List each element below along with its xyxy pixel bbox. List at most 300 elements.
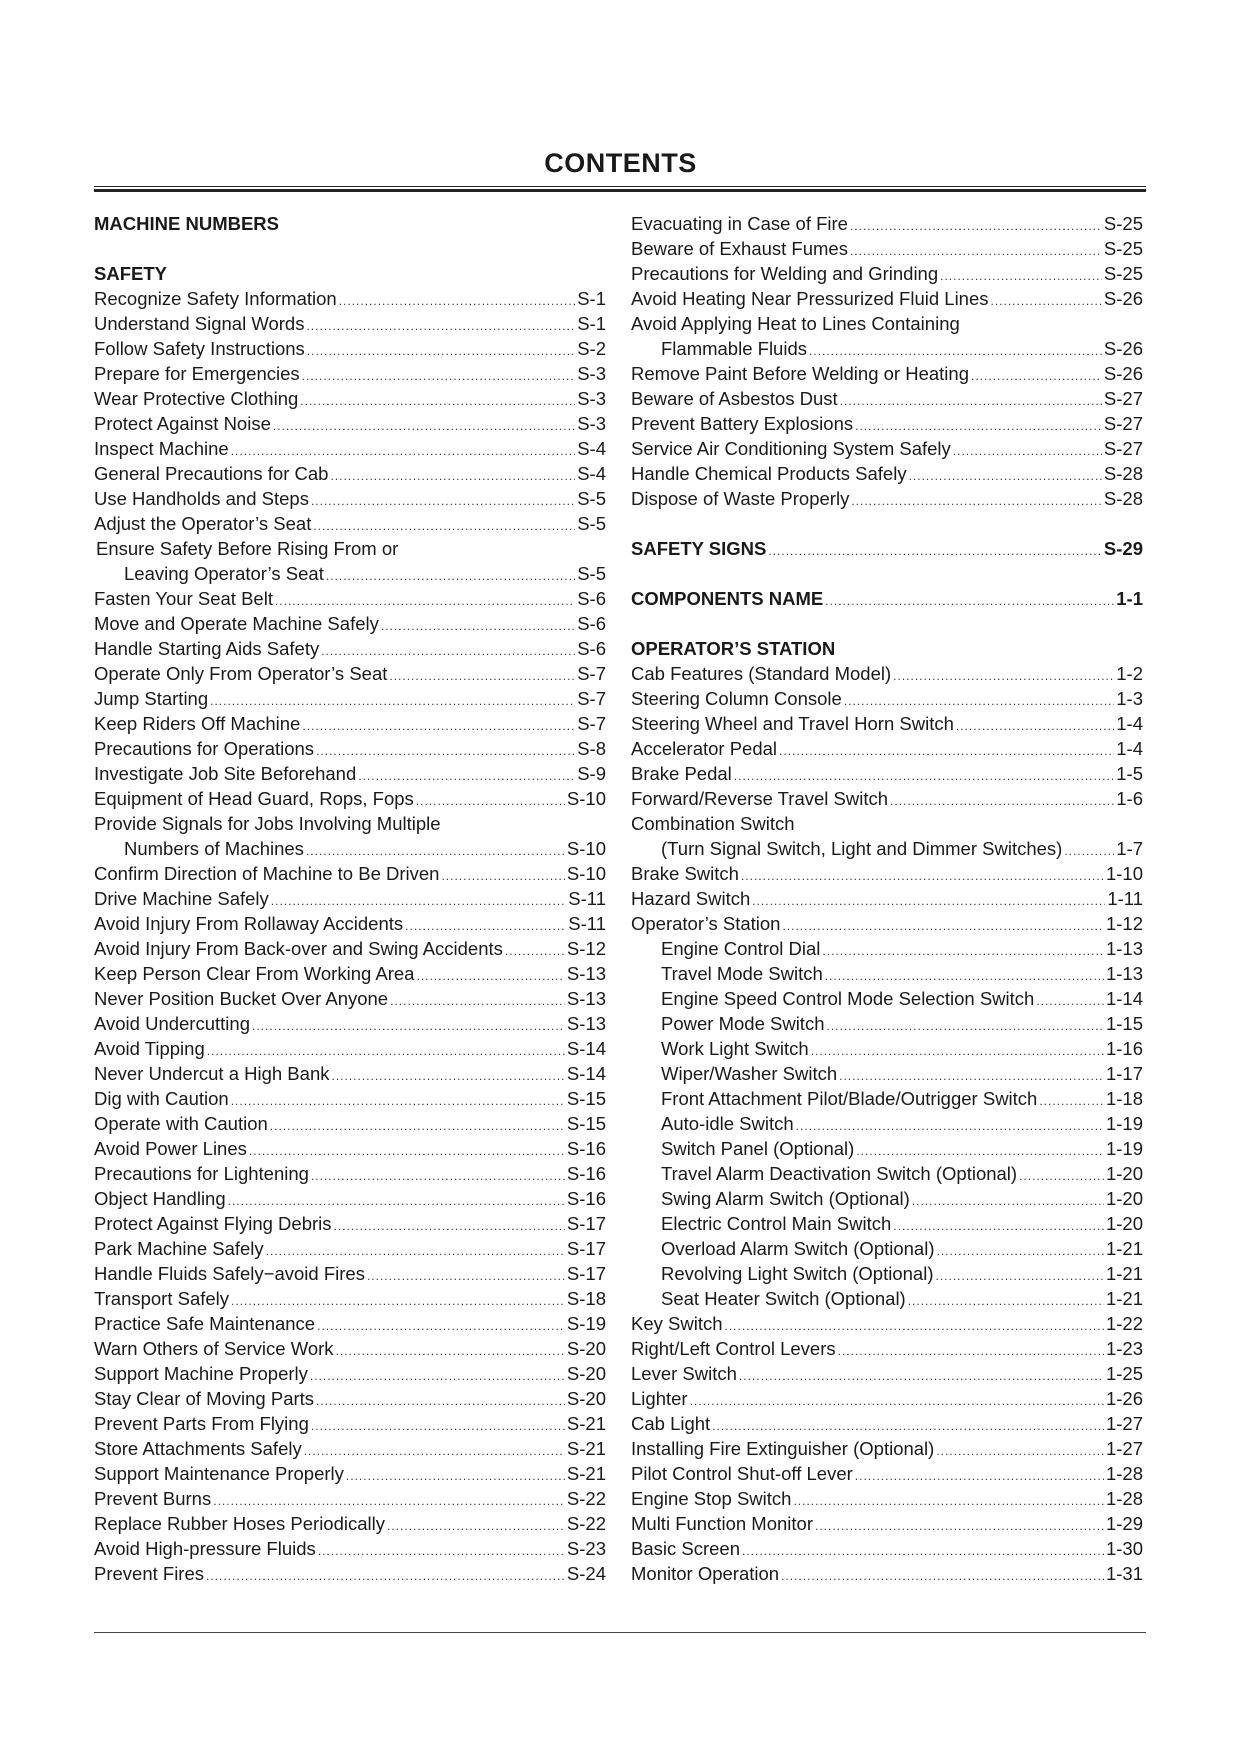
toc-page-number: 1-2 [1116, 663, 1143, 684]
toc-page-number: 1-6 [1116, 788, 1143, 809]
toc-entry-label: Installing Fire Extinguisher (Optional) [631, 1438, 935, 1459]
toc-page-number: S-7 [577, 688, 606, 709]
toc-page-number: S-18 [566, 1288, 606, 1309]
toc-entry[interactable] [631, 336, 1143, 361]
toc-page-number: S-22 [566, 1488, 606, 1509]
toc-entry[interactable] [94, 411, 606, 436]
toc-entry-label: Support Machine Properly [94, 1363, 308, 1384]
toc-entry[interactable] [94, 761, 606, 786]
toc-entry-label: SAFETY [94, 263, 167, 284]
toc-page-number: 1-15 [1105, 1013, 1143, 1034]
toc-entry[interactable] [631, 1086, 1143, 1111]
toc-entry[interactable] [631, 1361, 1143, 1386]
toc-entry-label: Avoid Power Lines [94, 1138, 247, 1159]
toc-page-number: S-24 [566, 1563, 606, 1584]
toc-entry[interactable] [94, 1361, 606, 1386]
toc-entry-label: Travel Mode Switch [661, 963, 823, 984]
toc-entry-label: Wiper/Washer Switch [661, 1063, 838, 1084]
section-heading [631, 636, 1143, 661]
toc-entry-label: Recognize Safety Information [94, 288, 337, 309]
toc-entry[interactable] [94, 1386, 606, 1411]
toc-page-number: S-3 [577, 363, 606, 384]
toc-entry-label: Combination Switch [631, 813, 795, 834]
toc-entry-label: Work Light Switch [661, 1038, 809, 1059]
toc-page-number: 1-13 [1105, 938, 1143, 959]
toc-entry[interactable] [94, 486, 606, 511]
toc-entry-label: Operate Only From Operator’s Seat [94, 663, 388, 684]
dot-leader [781, 1564, 1104, 1589]
toc-entry[interactable] [631, 1186, 1143, 1211]
toc-entry[interactable] [631, 786, 1143, 811]
toc-entry[interactable] [94, 1261, 606, 1286]
toc-entry-label: Provide Signals for Jobs Involving Multiple [94, 813, 441, 834]
toc-entry[interactable] [631, 1261, 1143, 1286]
toc-entry[interactable] [631, 1211, 1143, 1236]
toc-page-number: S-13 [566, 963, 606, 984]
toc-entry[interactable] [94, 1461, 606, 1486]
toc-entry-label: COMPONENTS NAME [631, 588, 824, 609]
toc-page-number: S-23 [566, 1538, 606, 1559]
toc-entry[interactable] [631, 961, 1143, 986]
toc-entry-label: Remove Paint Before Welding or Heating [631, 363, 969, 384]
toc-entry[interactable] [94, 1061, 606, 1086]
toc-entry-label: Lighter [631, 1388, 688, 1409]
toc-page-number: 1-18 [1105, 1088, 1143, 1109]
toc-entry[interactable] [631, 461, 1143, 486]
toc-entry[interactable] [94, 386, 606, 411]
toc-entry-label: Steering Wheel and Travel Horn Switch [631, 713, 954, 734]
toc-page-number: 1-27 [1105, 1438, 1143, 1459]
toc-page-number: S-14 [566, 1038, 606, 1059]
toc-page-number: S-4 [577, 463, 606, 484]
toc-entry-label: SAFETY SIGNS [631, 538, 767, 559]
toc-entry-label: MACHINE NUMBERS [94, 213, 279, 234]
toc-page-number: 1-28 [1105, 1463, 1143, 1484]
section-heading[interactable] [631, 536, 1143, 561]
toc-right-column [631, 211, 1143, 1586]
toc-page-number: S-27 [1103, 438, 1143, 459]
dot-leader [851, 489, 1102, 514]
toc-entry[interactable] [631, 836, 1143, 861]
toc-entry[interactable] [631, 1411, 1143, 1436]
toc-entry-label: Forward/Reverse Travel Switch [631, 788, 889, 809]
dot-leader [825, 589, 1114, 614]
toc-page-number: 1-11 [1107, 888, 1143, 909]
toc-entry[interactable] [94, 436, 606, 461]
toc-entry[interactable] [94, 1211, 606, 1236]
toc-entry-label: Beware of Asbestos Dust [631, 388, 838, 409]
toc-page-number: S-21 [566, 1463, 606, 1484]
toc-entry [94, 536, 606, 561]
toc-page-number: 1-29 [1105, 1513, 1143, 1534]
toc-entry[interactable] [631, 1336, 1143, 1361]
toc-entry-label: Steering Column Console [631, 688, 842, 709]
toc-page-number: S-17 [566, 1213, 606, 1234]
toc-entry[interactable] [94, 786, 606, 811]
toc-entry[interactable] [631, 986, 1143, 1011]
toc-page-number: 1-20 [1105, 1188, 1143, 1209]
toc-page-number: S-8 [577, 738, 606, 759]
toc-entry[interactable] [94, 336, 606, 361]
toc-entry[interactable] [631, 1061, 1143, 1086]
toc-entry[interactable] [94, 611, 606, 636]
toc-entry[interactable] [631, 1011, 1143, 1036]
toc-entry[interactable] [94, 636, 606, 661]
toc-entry[interactable] [94, 361, 606, 386]
toc-page-number: S-26 [1103, 338, 1143, 359]
toc-entry-label: Lever Switch [631, 1363, 737, 1384]
toc-entry [94, 811, 606, 836]
toc-page-number: S-7 [577, 663, 606, 684]
toc-entry-label: Numbers of Machines [124, 838, 304, 859]
toc-entry-label: Precautions for Lightening [94, 1163, 309, 1184]
toc-page-number: 1-25 [1105, 1363, 1143, 1384]
toc-page-number: 1-27 [1105, 1413, 1143, 1434]
toc-entry-label: Overload Alarm Switch (Optional) [661, 1238, 935, 1259]
toc-entry[interactable] [94, 561, 606, 586]
toc-page-number: 1-7 [1116, 838, 1143, 859]
toc-entry-label: Dig with Caution [94, 1088, 229, 1109]
toc-page-number: S-21 [566, 1413, 606, 1434]
toc-entry-label: Fasten Your Seat Belt [94, 588, 273, 609]
toc-entry[interactable] [631, 236, 1143, 261]
toc-entry[interactable] [631, 861, 1143, 886]
toc-entry-label: Avoid Injury From Rollaway Accidents [94, 913, 404, 934]
toc-entry[interactable] [631, 1536, 1143, 1561]
toc-entry-label: Confirm Direction of Machine to Be Driven [94, 863, 440, 884]
toc-page-number: S-13 [566, 988, 606, 1009]
toc-page-number: S-3 [577, 413, 606, 434]
toc-entry-label: Operator’s Station [631, 913, 781, 934]
toc-entry-label: Service Air Conditioning System Safely [631, 438, 951, 459]
toc-entry-label: Prevent Fires [94, 1563, 205, 1584]
toc-entry-label: Basic Screen [631, 1538, 740, 1559]
toc-entry-label: Move and Operate Machine Safely [94, 613, 379, 634]
toc-entry-label: Avoid Heating Near Pressurized Fluid Lines [631, 288, 989, 309]
toc-entry-label: Practice Safe Maintenance [94, 1313, 316, 1334]
toc-entry-label: Equipment of Head Guard, Rops, Fops [94, 788, 414, 809]
toc-page-number: 1-5 [1116, 763, 1143, 784]
toc-entry-label: Object Handling [94, 1188, 226, 1209]
toc-entry-label: Protect Against Flying Debris [94, 1213, 332, 1234]
toc-entry-label: Keep Person Clear From Working Area [94, 963, 415, 984]
toc-entry-label: Prevent Battery Explosions [631, 413, 854, 434]
toc-entry[interactable] [631, 661, 1143, 686]
toc-page-number: S-7 [577, 713, 606, 734]
toc-entry[interactable] [631, 936, 1143, 961]
toc-entry-label: Wear Protective Clothing [94, 388, 299, 409]
toc-entry[interactable] [631, 1386, 1143, 1411]
toc-entry-label: Ensure Safety Before Rising From or [96, 538, 399, 559]
toc-entry[interactable] [631, 1486, 1143, 1511]
toc-entry-label: Support Maintenance Properly [94, 1463, 344, 1484]
toc-page-number: 1-28 [1105, 1488, 1143, 1509]
toc-entry[interactable] [631, 486, 1143, 511]
toc-entry-label: Adjust the Operator’s Seat [94, 513, 312, 534]
toc-page-number: 1-26 [1105, 1388, 1143, 1409]
toc-entry-label: (Turn Signal Switch, Light and Dimmer Switches) [661, 838, 1063, 859]
toc-page-number: 1-23 [1105, 1338, 1143, 1359]
toc-entry[interactable] [631, 686, 1143, 711]
toc-entry-label: Pilot Control Shut-off Lever [631, 1463, 853, 1484]
toc-page-number: S-5 [577, 513, 606, 534]
toc-entry[interactable] [94, 1086, 606, 1111]
toc-page-number: 1-21 [1105, 1263, 1143, 1284]
toc-entry[interactable] [631, 761, 1143, 786]
toc-entry-label: Use Handholds and Steps [94, 488, 309, 509]
toc-entry-label: Seat Heater Switch (Optional) [661, 1288, 906, 1309]
toc-page-number: S-6 [577, 613, 606, 634]
toc-page-number: S-25 [1103, 238, 1143, 259]
toc-entry[interactable] [631, 1236, 1143, 1261]
toc-entry-label: Prepare for Emergencies [94, 363, 300, 384]
toc-entry[interactable] [94, 1411, 606, 1436]
toc-page-number: S-16 [566, 1188, 606, 1209]
toc-entry-label: Park Machine Safely [94, 1238, 264, 1259]
toc-entry[interactable] [94, 1161, 606, 1186]
toc-entry[interactable] [94, 461, 606, 486]
toc-entry-label: Prevent Burns [94, 1488, 212, 1509]
toc-entry-label: Flammable Fluids [661, 338, 807, 359]
toc-entry[interactable] [631, 1136, 1143, 1161]
toc-entry[interactable] [631, 286, 1143, 311]
toc-entry-label: Accelerator Pedal [631, 738, 778, 759]
toc-entry-label: Precautions for Operations [94, 738, 315, 759]
toc-page-number: S-17 [566, 1263, 606, 1284]
toc-entry[interactable] [94, 961, 606, 986]
toc-entry-label: Warn Others of Service Work [94, 1338, 334, 1359]
toc-entry-label: Travel Alarm Deactivation Switch (Optional) [661, 1163, 1018, 1184]
toc-entry[interactable] [94, 711, 606, 736]
toc-page-number: S-20 [566, 1388, 606, 1409]
toc-entry-label: Precautions for Welding and Grinding [631, 263, 939, 284]
toc-entry-label: Keep Riders Off Machine [94, 713, 301, 734]
toc-page-number: 1-13 [1105, 963, 1143, 984]
toc-page-number: S-6 [577, 638, 606, 659]
toc-page-number: 1-14 [1105, 988, 1143, 1009]
toc-page-number: S-9 [577, 763, 606, 784]
toc-page-number: S-28 [1103, 463, 1143, 484]
toc-entry[interactable] [631, 711, 1143, 736]
toc-entry[interactable] [94, 1136, 606, 1161]
toc-page-number: S-22 [566, 1513, 606, 1534]
toc-entry-label: Handle Chemical Products Safely [631, 463, 907, 484]
toc-entry-label: Avoid High-pressure Fluids [94, 1538, 316, 1559]
toc-page-number: 1-20 [1105, 1213, 1143, 1234]
toc-entry-label: Understand Signal Words [94, 313, 305, 334]
toc-entry[interactable] [631, 411, 1143, 436]
toc-entry[interactable] [94, 311, 606, 336]
toc-entry-label: Prevent Parts From Flying [94, 1413, 309, 1434]
toc-page-number: S-19 [566, 1313, 606, 1334]
toc-page-number: S-27 [1103, 388, 1143, 409]
toc-entry-label: Never Undercut a High Bank [94, 1063, 330, 1084]
toc-entry[interactable] [631, 436, 1143, 461]
toc-entry[interactable] [631, 886, 1143, 911]
toc-page-number: S-4 [577, 438, 606, 459]
toc-entry[interactable] [631, 1511, 1143, 1536]
toc-page-number: 1-10 [1105, 863, 1143, 884]
toc-page-number: 1-12 [1105, 913, 1143, 934]
toc-entry[interactable] [631, 261, 1143, 286]
toc-entry[interactable] [631, 1561, 1143, 1586]
spacer [94, 236, 606, 261]
toc-page-number: S-10 [566, 788, 606, 809]
toc-entry[interactable] [631, 1461, 1143, 1486]
toc-entry[interactable] [631, 386, 1143, 411]
toc-entry-label: Operate with Caution [94, 1113, 268, 1134]
toc-entry-label: Right/Left Control Levers [631, 1338, 836, 1359]
toc-entry[interactable] [94, 686, 606, 711]
toc-page-number: S-3 [577, 388, 606, 409]
toc-entry[interactable] [94, 986, 606, 1011]
toc-entry[interactable] [94, 936, 606, 961]
toc-entry-label: Engine Control Dial [661, 938, 821, 959]
toc-entry-label: Evacuating in Case of Fire [631, 213, 848, 234]
toc-entry[interactable] [94, 1336, 606, 1361]
toc-entry[interactable] [631, 1161, 1143, 1186]
toc-entry-label: General Precautions for Cab [94, 463, 329, 484]
toc-entry[interactable] [94, 836, 606, 861]
toc-entry-label: Brake Pedal [631, 763, 732, 784]
toc-entry-label: Beware of Exhaust Fumes [631, 238, 848, 259]
toc-entry-label: Store Attachments Safely [94, 1438, 302, 1459]
toc-entry[interactable] [94, 1561, 606, 1586]
toc-entry[interactable] [631, 1436, 1143, 1461]
toc-page-number: 1-30 [1105, 1538, 1143, 1559]
spacer [631, 511, 1143, 536]
toc-entry [631, 811, 1143, 836]
toc-entry[interactable] [94, 1436, 606, 1461]
toc-entry-label: Avoid Undercutting [94, 1013, 250, 1034]
toc-entry[interactable] [94, 1286, 606, 1311]
section-heading [94, 261, 606, 286]
toc-page-number: S-1 [577, 288, 606, 309]
dot-leader [768, 539, 1102, 564]
toc-entry[interactable] [94, 1186, 606, 1211]
toc-entry[interactable] [94, 886, 606, 911]
toc-entry[interactable] [631, 1036, 1143, 1061]
toc-entry[interactable] [94, 1511, 606, 1536]
toc-page-number: 1-1 [1116, 588, 1143, 609]
toc-page-number: S-6 [577, 588, 606, 609]
page-title: CONTENTS [544, 148, 697, 178]
toc-page-number: S-20 [566, 1338, 606, 1359]
toc-entry-label: Avoid Applying Heat to Lines Containing [631, 313, 960, 334]
toc-page-number: S-11 [568, 888, 606, 909]
toc-entry-label: Handle Fluids Safely−avoid Fires [94, 1263, 365, 1284]
toc-entry[interactable] [94, 911, 606, 936]
toc-entry-label: Engine Stop Switch [631, 1488, 792, 1509]
toc-page-number: S-25 [1103, 263, 1143, 284]
toc-page-number: 1-17 [1105, 1063, 1143, 1084]
toc-entry-label: Dispose of Waste Properly [631, 488, 850, 509]
toc-entry-label: Brake Switch [631, 863, 739, 884]
toc-entry[interactable] [631, 1311, 1143, 1336]
toc-entry[interactable] [94, 1036, 606, 1061]
toc-entry[interactable] [94, 1236, 606, 1261]
toc-page-number: S-20 [566, 1363, 606, 1384]
toc-page-number: 1-4 [1116, 713, 1143, 734]
toc-entry-label: Follow Safety Instructions [94, 338, 305, 359]
toc-entry-label: Hazard Switch [631, 888, 751, 909]
toc-page-number: S-13 [566, 1013, 606, 1034]
toc-entry-label: Handle Starting Aids Safety [94, 638, 320, 659]
toc-entry-label: Protect Against Noise [94, 413, 271, 434]
footer-rule [94, 1632, 1146, 1633]
toc-entry-label: Multi Function Monitor [631, 1513, 813, 1534]
toc-entry[interactable] [631, 1111, 1143, 1136]
toc-page-number: 1-16 [1105, 1038, 1143, 1059]
toc-page-number: S-29 [1103, 538, 1143, 559]
toc-entry[interactable] [94, 861, 606, 886]
toc-page-number: S-26 [1103, 288, 1143, 309]
toc-entry[interactable] [94, 1536, 606, 1561]
toc-entry[interactable] [94, 1011, 606, 1036]
toc-page-number: 1-3 [1116, 688, 1143, 709]
toc-entry-label: Avoid Injury From Back-over and Swing Accidents [94, 938, 503, 959]
toc-page-number: 1-20 [1105, 1163, 1143, 1184]
toc-page-number: S-17 [566, 1238, 606, 1259]
toc-entry-label: Drive Machine Safely [94, 888, 269, 909]
spacer [631, 561, 1143, 586]
toc-entry [631, 311, 1143, 336]
toc-entry[interactable] [94, 586, 606, 611]
toc-entry[interactable] [94, 1111, 606, 1136]
toc-entry[interactable] [94, 1486, 606, 1511]
toc-entry-label: Revolving Light Switch (Optional) [661, 1263, 934, 1284]
toc-page-number: S-21 [566, 1438, 606, 1459]
toc-entry[interactable] [94, 661, 606, 686]
toc-entry[interactable] [631, 736, 1143, 761]
toc-entry[interactable] [631, 211, 1143, 236]
spacer [631, 611, 1143, 636]
dot-leader [206, 1564, 565, 1589]
toc-entry[interactable] [631, 361, 1143, 386]
toc-entry-label: Auto-idle Switch [661, 1113, 794, 1134]
toc-entry-label: Never Position Bucket Over Anyone [94, 988, 389, 1009]
toc-entry-label: Cab Light [631, 1413, 711, 1434]
toc-page-number: 1-19 [1105, 1113, 1143, 1134]
toc-page-number: 1-19 [1105, 1138, 1143, 1159]
toc-entry-label: Front Attachment Pilot/Blade/Outrigger Switch [661, 1088, 1038, 1109]
toc-page-number: 1-31 [1105, 1563, 1143, 1584]
toc-entry[interactable] [631, 911, 1143, 936]
toc-entry-label: Jump Starting [94, 688, 209, 709]
toc-entry-label: OPERATOR’S STATION [631, 638, 836, 659]
toc-left-column [94, 211, 606, 1586]
toc-page-number: S-28 [1103, 488, 1143, 509]
toc-page-number: 1-4 [1116, 738, 1143, 759]
toc-entry-label: Engine Speed Control Mode Selection Switch [661, 988, 1035, 1009]
toc-entry[interactable] [94, 1311, 606, 1336]
toc-entry[interactable] [94, 736, 606, 761]
toc-entry[interactable] [94, 511, 606, 536]
toc-page-number: S-16 [566, 1138, 606, 1159]
toc-page-number: S-14 [566, 1063, 606, 1084]
toc-entry-label: Investigate Job Site Beforehand [94, 763, 357, 784]
toc-entry[interactable] [631, 1286, 1143, 1311]
toc-page-number: S-5 [577, 563, 606, 584]
toc-entry-label: Transport Safely [94, 1288, 230, 1309]
toc-entry-label: Avoid Tipping [94, 1038, 205, 1059]
toc-entry[interactable] [94, 286, 606, 311]
toc-entry-label: Monitor Operation [631, 1563, 780, 1584]
toc-page-number: S-25 [1103, 213, 1143, 234]
section-heading[interactable] [631, 586, 1143, 611]
toc-entry-label: Inspect Machine [94, 438, 229, 459]
toc-page-number: S-2 [577, 338, 606, 359]
